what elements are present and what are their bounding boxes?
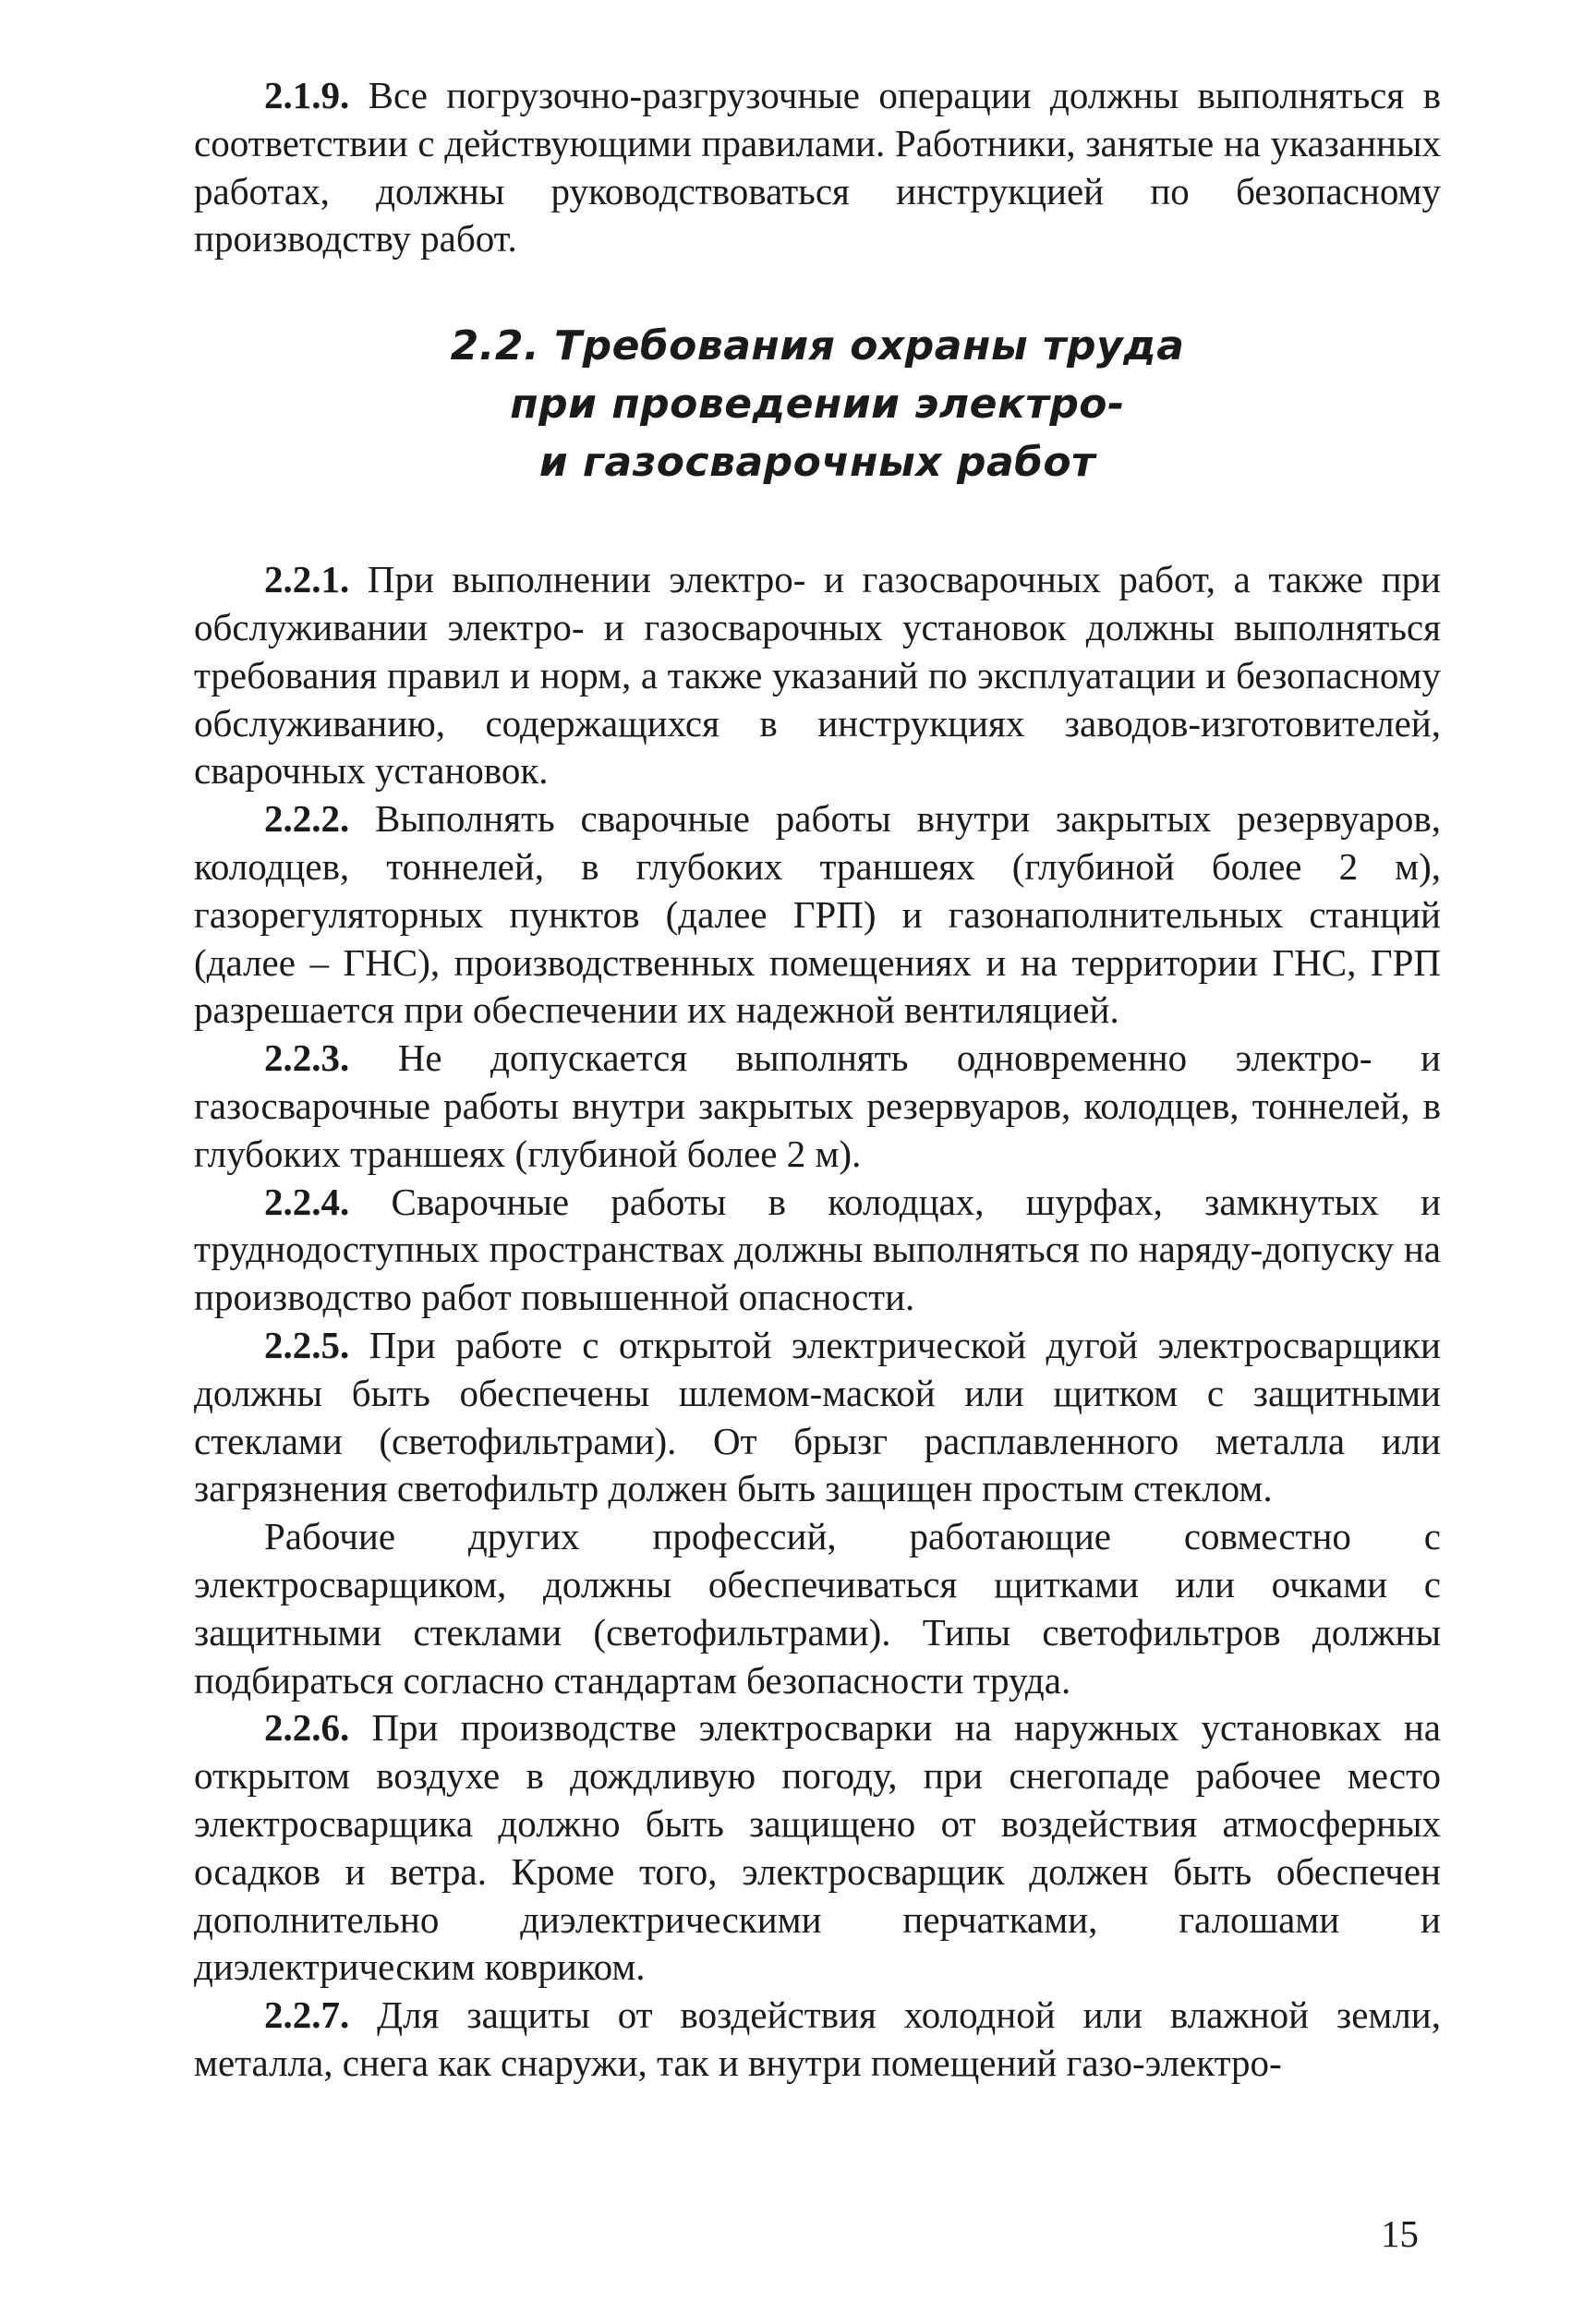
paragraph-2-2-6 [194, 1704, 1441, 1992]
document-page [194, 72, 1441, 2088]
section-heading-line: и газосварочных работ [538, 439, 1096, 487]
paragraph-2-2-3 [194, 1035, 1441, 1178]
paragraph-2-1-9 [194, 72, 1441, 263]
paragraph-2-2-7 [194, 1992, 1441, 2088]
paragraph-text: Сварочные работы в колодцах, шурфах, замкнутых и труднодоступных пространствах должны выполняться по наряду-допуску на производство работ повышенной опасности. [194, 1180, 1441, 1319]
clause-number: 2.2.1. [264, 558, 350, 601]
paragraph-text: При выполнении электро- и газосварочных работ, а также при обслуживании электро- и газосварочных установок должны выполняться требования правил и норм, а также указаний по эксплуатации и безопасному обслуживанию, содержащихся в инструкциях заводов-изготовителей, сварочных установок. [194, 558, 1441, 793]
paragraph-text: Все погрузочно-разгрузочные операции должны выполняться в соответствии с действующими правилами. Работники, занятые на указанных работах, должны руководствоваться инструкцией по безопасному производству работ. [194, 74, 1441, 260]
paragraph-text: Выполнять сварочные работы внутри закрытых резервуаров, колодцев, тоннелей, в глубоких траншеях (глубиной более 2 м), газорегуляторных пунктов (далее ГРП) и газонаполнительных станций (далее – ГНС), производственных помещениях и на территории ГНС, ГРП разрешается при обеспечении их надежной вентиляцией. [194, 797, 1441, 1032]
paragraph-2-2-2 [194, 795, 1441, 1035]
paragraph-text: Не допускается выполнять одновременно электро- и газосварочные работы внутри закрытых резервуаров, колодцев, тоннелей, в глубоких траншеях (глубиной более 2 м). [194, 1036, 1441, 1175]
paragraph-text: Для защиты от воздействия холодной или влажной земли, металла, снега как снаружи, так и внутри помещений газо-электро- [194, 1993, 1441, 2084]
paragraph-2-2-5 [194, 1322, 1441, 1513]
clause-number: 2.2.4. [264, 1180, 350, 1223]
clause-number: 2.2.6. [264, 1706, 350, 1750]
clause-number: 2.2.5. [264, 1323, 350, 1366]
clause-number: 2.1.9. [264, 74, 350, 116]
paragraph-2-2-4 [194, 1179, 1441, 1322]
paragraph-2-2-5-continued [194, 1513, 1441, 1704]
paragraph-text: Рабочие других профессий, работающие совместно с электросварщиком, должны обеспечиваться щитками или очками с защитными стеклами (светофильтрами). Типы светофильтров должны подбираться согласно стандартам безопасности труда. [194, 1515, 1441, 1702]
clause-number: 2.2.2. [264, 797, 350, 841]
section-heading-line: при проведении электро- [510, 381, 1125, 429]
paragraph-text: При производстве электросварки на наружных установках на открытом воздухе в дождливую погоду, при снегопаде рабочее место электросварщика должно быть защищено от воздействия атмосферных осадков и ветра. Кроме того, электросварщик должен быть обеспечен дополнительно диэлектрическими перчатками, галошами и диэлектрическим ковриком. [194, 1706, 1441, 1989]
clause-number: 2.2.3. [264, 1036, 350, 1080]
paragraph-2-2-1 [194, 556, 1441, 795]
paragraph-text: При работе с открытой электрической дугой электросварщики должны быть обеспечены шлемом-маской или щитком с защитными стеклами (светофильтрами). От брызг расплавленного металла или загрязнения светофильтр должен быть защищен простым стеклом. [194, 1323, 1441, 1510]
section-heading-line: 2.2. Требования охраны труда [450, 322, 1185, 370]
clause-number: 2.2.7. [264, 1993, 350, 2037]
page-number: 15 [1381, 2212, 1419, 2255]
section-heading [194, 317, 1441, 491]
